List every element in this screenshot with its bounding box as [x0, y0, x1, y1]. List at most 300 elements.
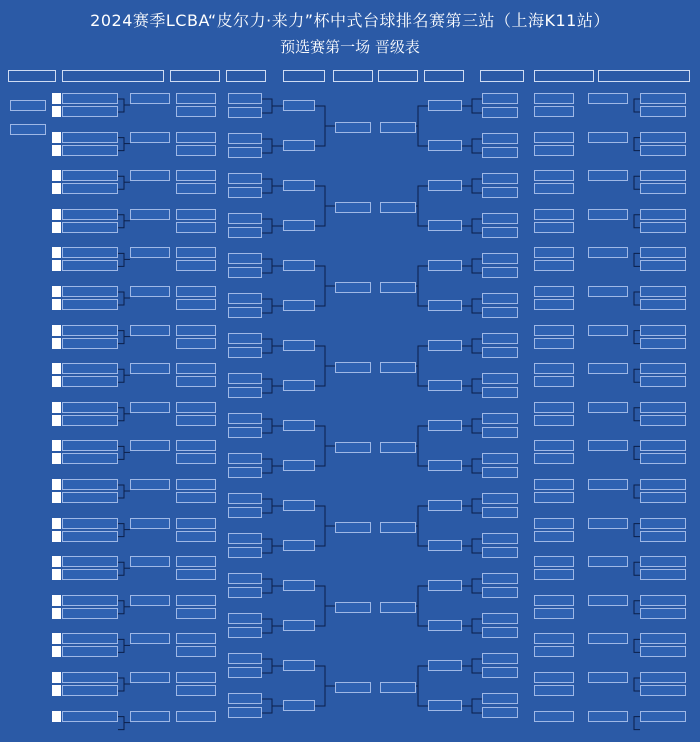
player-name [176, 711, 216, 722]
player-name [534, 518, 574, 529]
bracket-connector [262, 139, 272, 153]
bracket-connector [472, 179, 482, 193]
bracket-connector [418, 346, 428, 386]
bracket-connector [472, 219, 482, 233]
player-name [428, 540, 462, 551]
player-name [62, 556, 118, 567]
bracket-connector [472, 379, 482, 393]
player-name blue [482, 413, 518, 424]
player-name [176, 402, 216, 413]
player-name [534, 260, 574, 271]
player-name [62, 608, 118, 619]
player-name [130, 595, 170, 606]
player-name [640, 145, 686, 156]
player-name [640, 325, 686, 336]
player-name [534, 93, 574, 104]
player-name [176, 518, 216, 529]
player-name [534, 363, 574, 374]
round-header [333, 70, 373, 82]
player-name [428, 460, 462, 471]
advance-name hl [380, 442, 416, 453]
bracket-connector [118, 485, 124, 498]
player-name [640, 453, 686, 464]
score [52, 646, 61, 657]
player-name [588, 518, 628, 529]
page-title: 2024赛季LCBA“皮尔力·来力”杯中式台球排名赛第三站（上海K11站） [90, 11, 610, 30]
player-name [534, 325, 574, 336]
player-name [534, 479, 574, 490]
player-name [534, 222, 574, 233]
score [52, 145, 61, 156]
player-name [228, 387, 262, 398]
player-name [534, 132, 574, 143]
player-name [130, 209, 170, 220]
advance-name hl [335, 282, 371, 293]
player-name [640, 518, 686, 529]
player-name [640, 595, 686, 606]
player-name [130, 402, 170, 413]
player-name [283, 580, 315, 591]
player-name [640, 569, 686, 580]
player-name [482, 467, 518, 478]
player-name blue [228, 173, 262, 184]
player-name [640, 106, 686, 117]
score [52, 440, 61, 451]
score [52, 376, 61, 387]
player-name [130, 286, 170, 297]
player-name [588, 209, 628, 220]
player-name [283, 420, 315, 431]
player-name [176, 363, 216, 374]
player-name [640, 402, 686, 413]
player-name [534, 338, 574, 349]
player-name [176, 247, 216, 258]
player-name [534, 569, 574, 580]
player-name [62, 453, 118, 464]
bracket-connector [118, 138, 124, 151]
bracket-connector [418, 186, 428, 226]
bracket-connector [262, 179, 272, 193]
player-name [62, 518, 118, 529]
player-name [588, 633, 628, 644]
player-name [534, 531, 574, 542]
player-name blue [482, 693, 518, 704]
player-name [176, 338, 216, 349]
player-name [428, 180, 462, 191]
bracket-connector [118, 292, 124, 305]
score [52, 286, 61, 297]
player-name [176, 93, 216, 104]
player-name [283, 140, 315, 151]
bracket-connector [472, 139, 482, 153]
player-name [130, 440, 170, 451]
player-name [640, 479, 686, 490]
bracket-connector [472, 579, 482, 593]
player-name [62, 299, 118, 310]
advance-name hl [380, 202, 416, 213]
bracket-connector [472, 699, 482, 713]
player-name [176, 595, 216, 606]
player-name [62, 338, 118, 349]
player-name [534, 672, 574, 683]
player-name [283, 620, 315, 631]
player-name [130, 93, 170, 104]
bracket-connector [118, 408, 124, 421]
advance-name hl [335, 602, 371, 613]
player-name [534, 595, 574, 606]
player-name [640, 338, 686, 349]
player-name blue [228, 493, 262, 504]
round-header [378, 70, 418, 82]
bracket-connector [118, 331, 124, 344]
advance-name hl [335, 122, 371, 133]
bracket-connector [418, 426, 428, 466]
bracket-connector [118, 215, 124, 228]
advance-name hl [380, 602, 416, 613]
player-name [130, 633, 170, 644]
player-name [283, 180, 315, 191]
player-name [228, 107, 262, 118]
player-name [10, 100, 46, 111]
player-name [482, 267, 518, 278]
player-name [428, 500, 462, 511]
score [52, 479, 61, 490]
player-name blue [228, 333, 262, 344]
player-name [62, 711, 118, 722]
player-name [176, 672, 216, 683]
player-name [130, 170, 170, 181]
player-name [534, 247, 574, 258]
player-name blue [482, 133, 518, 144]
player-name [640, 93, 686, 104]
bracket-connector [118, 99, 124, 112]
player-name [534, 402, 574, 413]
player-name [482, 547, 518, 558]
bracket-connector [262, 299, 272, 313]
player-name blue [482, 653, 518, 664]
bracket-connector [315, 586, 325, 626]
player-name [482, 227, 518, 238]
player-name [588, 170, 628, 181]
player-name [62, 145, 118, 156]
player-name [482, 667, 518, 678]
player-name [130, 711, 170, 722]
score [52, 299, 61, 310]
player-name [62, 672, 118, 683]
bracket-connector [418, 586, 428, 626]
player-name [62, 415, 118, 426]
bracket-connector [472, 619, 482, 633]
player-name [228, 587, 262, 598]
player-name [130, 556, 170, 567]
player-name [428, 100, 462, 111]
score [52, 608, 61, 619]
player-name [588, 286, 628, 297]
player-name [228, 507, 262, 518]
score [52, 531, 61, 542]
player-name [62, 247, 118, 258]
player-name [428, 620, 462, 631]
score [52, 453, 61, 464]
player-name [176, 376, 216, 387]
player-name [62, 646, 118, 657]
bracket-connector [418, 506, 428, 546]
player-name [588, 556, 628, 567]
player-name blue [482, 213, 518, 224]
score [52, 415, 61, 426]
player-name [176, 222, 216, 233]
player-name [62, 492, 118, 503]
player-name [176, 106, 216, 117]
player-name [482, 347, 518, 358]
player-name [62, 286, 118, 297]
player-name [588, 325, 628, 336]
player-name [130, 672, 170, 683]
player-name [482, 427, 518, 438]
bracket-connector [262, 539, 272, 553]
player-name [62, 222, 118, 233]
player-name [428, 700, 462, 711]
bracket-connector [262, 579, 272, 593]
player-name [283, 700, 315, 711]
player-name [640, 685, 686, 696]
player-name [588, 595, 628, 606]
player-name [176, 286, 216, 297]
player-name [588, 672, 628, 683]
round-header [534, 70, 594, 82]
bracket-connector [118, 717, 124, 730]
advance-name hl [380, 122, 416, 133]
advance-name hl [335, 522, 371, 533]
player-name [534, 299, 574, 310]
player-name [228, 427, 262, 438]
player-name [534, 183, 574, 194]
score [52, 685, 61, 696]
bracket-connector [118, 639, 124, 652]
player-name [588, 479, 628, 490]
player-name [283, 380, 315, 391]
player-name [428, 300, 462, 311]
round-header [226, 70, 266, 82]
score [52, 209, 61, 220]
player-name [283, 540, 315, 551]
round-header [424, 70, 464, 82]
player-name [176, 492, 216, 503]
bracket-connector [315, 346, 325, 386]
player-name [62, 325, 118, 336]
player-name [62, 106, 118, 117]
player-name [588, 132, 628, 143]
player-name blue [482, 373, 518, 384]
player-name [62, 685, 118, 696]
player-name [283, 340, 315, 351]
player-name [640, 492, 686, 503]
bracket-connector [472, 259, 482, 273]
player-name [176, 479, 216, 490]
player-name [130, 247, 170, 258]
player-name blue [228, 533, 262, 544]
player-name [640, 633, 686, 644]
bracket-connector [262, 99, 272, 113]
player-name [428, 580, 462, 591]
player-name [283, 220, 315, 231]
player-name [130, 132, 170, 143]
bracket-connector [315, 426, 325, 466]
score [52, 247, 61, 258]
player-name [428, 220, 462, 231]
player-name blue [228, 253, 262, 264]
bracket-connector [315, 666, 325, 706]
player-name [482, 707, 518, 718]
player-name [176, 608, 216, 619]
player-name [534, 556, 574, 567]
score [52, 633, 61, 644]
player-name blue [228, 413, 262, 424]
bracket-connector [472, 539, 482, 553]
player-name [62, 440, 118, 451]
round-header [170, 70, 220, 82]
player-name [228, 627, 262, 638]
score [52, 556, 61, 567]
player-name [640, 415, 686, 426]
player-name [228, 707, 262, 718]
player-name [283, 260, 315, 271]
player-name blue [228, 613, 262, 624]
player-name blue [228, 133, 262, 144]
player-name [176, 415, 216, 426]
player-name [640, 608, 686, 619]
player-name [62, 569, 118, 580]
player-name [640, 247, 686, 258]
player-name blue [482, 253, 518, 264]
player-name [428, 260, 462, 271]
player-name [62, 633, 118, 644]
player-name [640, 440, 686, 451]
player-name [228, 227, 262, 238]
player-name blue [228, 213, 262, 224]
bracket-connector [262, 499, 272, 513]
round-header [598, 70, 690, 82]
player-name [130, 479, 170, 490]
player-name [428, 140, 462, 151]
bracket-connector [418, 106, 428, 146]
player-name [176, 453, 216, 464]
player-name [176, 325, 216, 336]
bracket-connector [262, 619, 272, 633]
bracket-connector [118, 524, 124, 537]
page-subtitle: 预选赛第一场 晋级表 [280, 38, 420, 56]
advance-name hl [380, 522, 416, 533]
score [52, 402, 61, 413]
player-name [176, 132, 216, 143]
bracket-connector [262, 659, 272, 673]
player-name [228, 667, 262, 678]
player-name [534, 633, 574, 644]
player-name blue [482, 573, 518, 584]
bracket-connector [418, 666, 428, 706]
player-name [534, 492, 574, 503]
player-name [482, 387, 518, 398]
bracket-connector [418, 266, 428, 306]
player-name [640, 260, 686, 271]
player-name [534, 376, 574, 387]
player-name [283, 660, 315, 671]
round-header [480, 70, 524, 82]
score [52, 363, 61, 374]
player-name [176, 569, 216, 580]
player-name [228, 347, 262, 358]
player-name [534, 106, 574, 117]
player-name [534, 145, 574, 156]
player-name [62, 376, 118, 387]
advance-name hl [335, 202, 371, 213]
player-name [640, 363, 686, 374]
bracket-connector [262, 339, 272, 353]
player-name [588, 363, 628, 374]
score [52, 93, 61, 104]
player-name [482, 507, 518, 518]
player-name [482, 107, 518, 118]
score [52, 492, 61, 503]
bracket-connector [472, 499, 482, 513]
round-header [62, 70, 164, 82]
score [52, 170, 61, 181]
player-name [534, 286, 574, 297]
player-name [534, 608, 574, 619]
player-name [640, 672, 686, 683]
player-name [534, 440, 574, 451]
round-header [8, 70, 56, 82]
bracket-connector [472, 659, 482, 673]
player-name [176, 183, 216, 194]
player-name [62, 260, 118, 271]
bracket-connector [315, 506, 325, 546]
bracket-connector [472, 99, 482, 113]
bracket-connector [262, 379, 272, 393]
player-name [588, 711, 628, 722]
player-name [283, 460, 315, 471]
player-name [640, 299, 686, 310]
player-name [176, 145, 216, 156]
player-name [10, 124, 46, 135]
player-name [588, 93, 628, 104]
player-name [62, 209, 118, 220]
player-name [176, 646, 216, 657]
player-name blue [228, 573, 262, 584]
player-name [428, 340, 462, 351]
player-name [640, 376, 686, 387]
score [52, 595, 61, 606]
player-name [283, 300, 315, 311]
player-name [534, 453, 574, 464]
score [52, 106, 61, 117]
bracket-connector [262, 419, 272, 433]
player-name [640, 222, 686, 233]
player-name [62, 402, 118, 413]
player-name [176, 209, 216, 220]
score [52, 518, 61, 529]
player-name [130, 325, 170, 336]
player-name [482, 307, 518, 318]
player-name [62, 531, 118, 542]
player-name blue [482, 293, 518, 304]
player-name blue [228, 693, 262, 704]
bracket-connector [262, 219, 272, 233]
player-name [640, 170, 686, 181]
bracket-connector [472, 299, 482, 313]
score [52, 569, 61, 580]
player-name [176, 260, 216, 271]
